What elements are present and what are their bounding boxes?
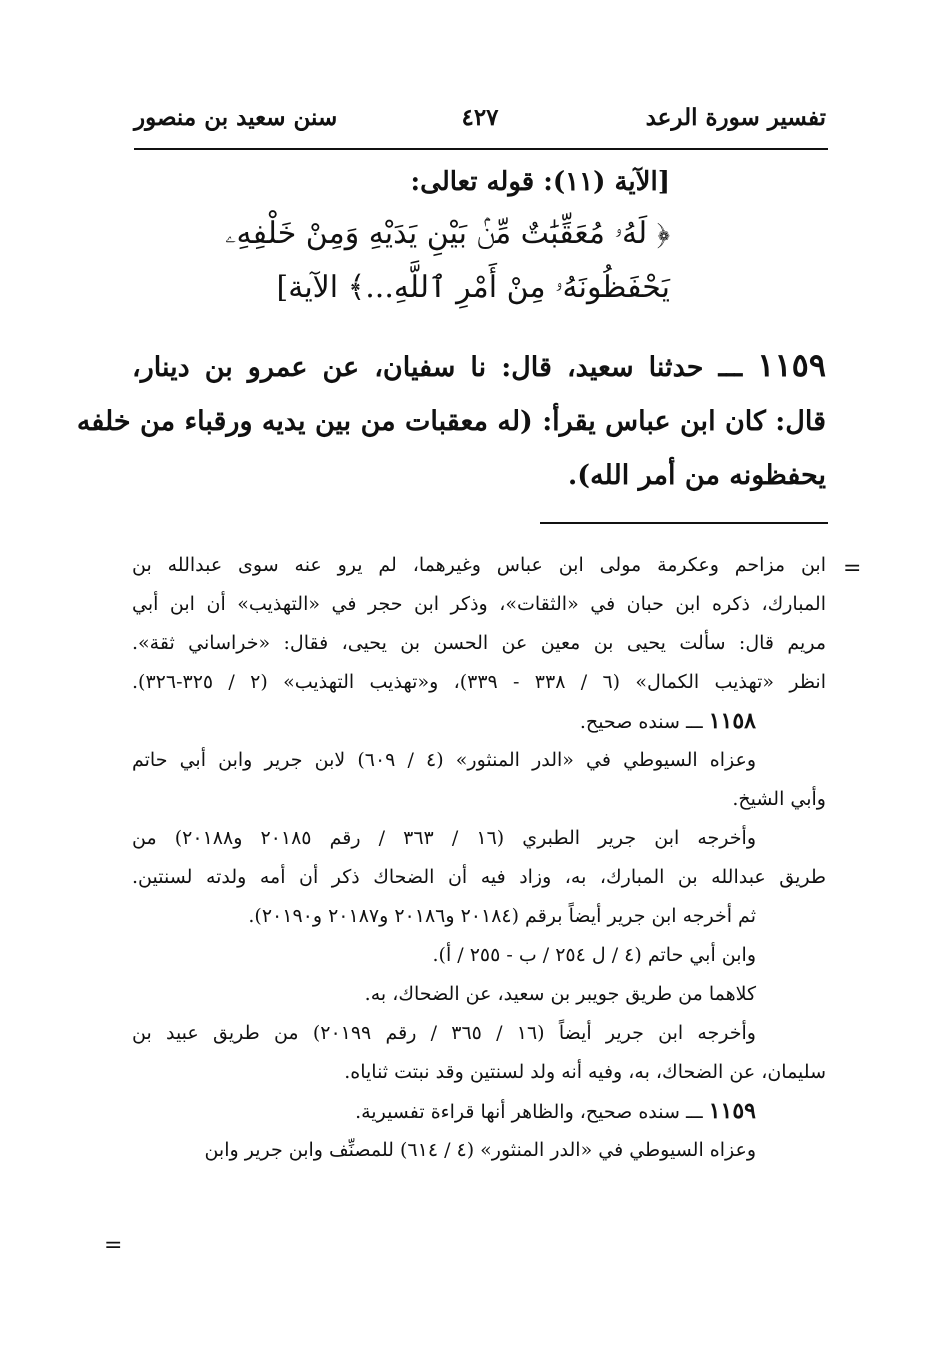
verse-text-line-1: ﴿ لَهُۥ مُعَقِّبَٰتٌ مِّنۢ بَيْنِ يَدَيْهِ وَمِنْ خَلْفِهِۦ	[225, 216, 670, 251]
footnote-line: وأخرجه ابن جرير أيضاً (١٦ / ٣٦٥ / رقم ٢٠١٩٩) من طريق عبيد بن	[132, 1022, 756, 1044]
footnote-line: كلاهما من طريق جويبر بن سعيد، عن الضحاك، به.	[364, 983, 756, 1005]
page-number: ٤٢٧	[461, 104, 499, 131]
footnote-1159-number: ١١٥٩	[708, 1098, 756, 1124]
footnote-line: مريم قال: سألت يحيى بن معين عن الحسن بن يحيى، فقال: «خراساني ثقة».	[132, 632, 826, 654]
hadith-line-1	[132, 338, 826, 395]
header-divider	[134, 148, 828, 150]
verse-heading: [الآية (١١): قوله تعالى:	[410, 167, 670, 197]
footnote-line: وأخرجه ابن جرير الطبري (١٦ / ٣٦٣ / رقم ٢٠١٨٥ و٢٠١٨٨) من	[132, 827, 756, 849]
footnote-1158-heading	[132, 702, 826, 741]
footnote-line: ابن مزاحم وعكرمة مولى ابن عباس وغيرهما، لم يرو عنه سوى عبدالله بن	[132, 554, 826, 576]
footnote-line: طريق عبدالله بن المبارك، به، وزاد فيه أن الضحاك ذكر أن أمه ولدته لسنتين.	[132, 866, 826, 888]
continuation-mark-start: =	[843, 556, 862, 581]
footnote-line: انظر «تهذيب الكمال» (٦ / ٣٣٨ - ٣٣٩)، و«تهذيب التهذيب» (٢ / ٣٢٥-٣٢٦).	[132, 671, 826, 693]
footnote-line: المبارك، ذكره ابن حبان في «الثقات»، وذكر ابن حجر في «التهذيب» أن ابن أبي	[132, 593, 826, 615]
footnote-line: وعزاه السيوطي في «الدر المنثور» (٤ / ٦١٤) للمصنِّف وابن جرير وابن	[204, 1139, 756, 1161]
footnote-1159-text: ـــ سنده صحيح، والظاهر أنها قراءة تفسيرية.	[355, 1101, 703, 1123]
footnote-divider	[540, 522, 828, 524]
footnote-1158-text: ـــ سنده صحيح.	[579, 711, 703, 733]
footnotes	[132, 546, 826, 1170]
hadith-paragraph	[76, 338, 826, 503]
footnote-1158-number: ١١٥٨	[708, 708, 756, 734]
footnote-line: وابن أبي حاتم (٤ / ل ٢٥٤ / ب - ٢٥٥ / أ).	[432, 944, 756, 966]
footnote-1159-heading	[132, 1092, 826, 1131]
book-title: سنن سعيد بن منصور	[134, 104, 338, 131]
hadith-line-1-text: ـــ حدثنا سعيد، قال: نا سفيان، عن عمرو بن دينار،	[132, 352, 743, 383]
continuation-mark-end: =	[104, 1233, 123, 1258]
hadith-line-3: يحفظونه من أمر الله).	[567, 460, 826, 491]
hadith-number: ١١٥٩	[757, 346, 826, 384]
verse-text-line-2: يَحْفَظُونَهُۥ مِنْ أَمْرِ ٱللَّهِ...﴾ الآية]	[276, 270, 670, 305]
running-header	[134, 104, 826, 144]
footnote-line: وعزاه السيوطي في «الدر المنثور» (٤ / ٦٠٩) لابن جرير وابن أبي حاتم	[132, 749, 756, 771]
surah-title: تفسير سورة الرعد	[645, 104, 826, 131]
footnote-line: ثم أخرجه ابن جرير أيضاً برقم (٢٠١٨٤ و٢٠١٨٦ و٢٠١٨٧ و٢٠١٩٠).	[248, 905, 756, 927]
footnote-line: وأبي الشيخ.	[732, 788, 826, 810]
hadith-line-2: قال: كان ابن عباس يقرأ: (له معقبات من بين يديه ورقباء من خلفه	[76, 406, 826, 437]
footnote-line: سليمان، عن الضحاك، به، وفيه أنه ولد لسنتين وقد نبتت ثناياه.	[344, 1061, 826, 1083]
